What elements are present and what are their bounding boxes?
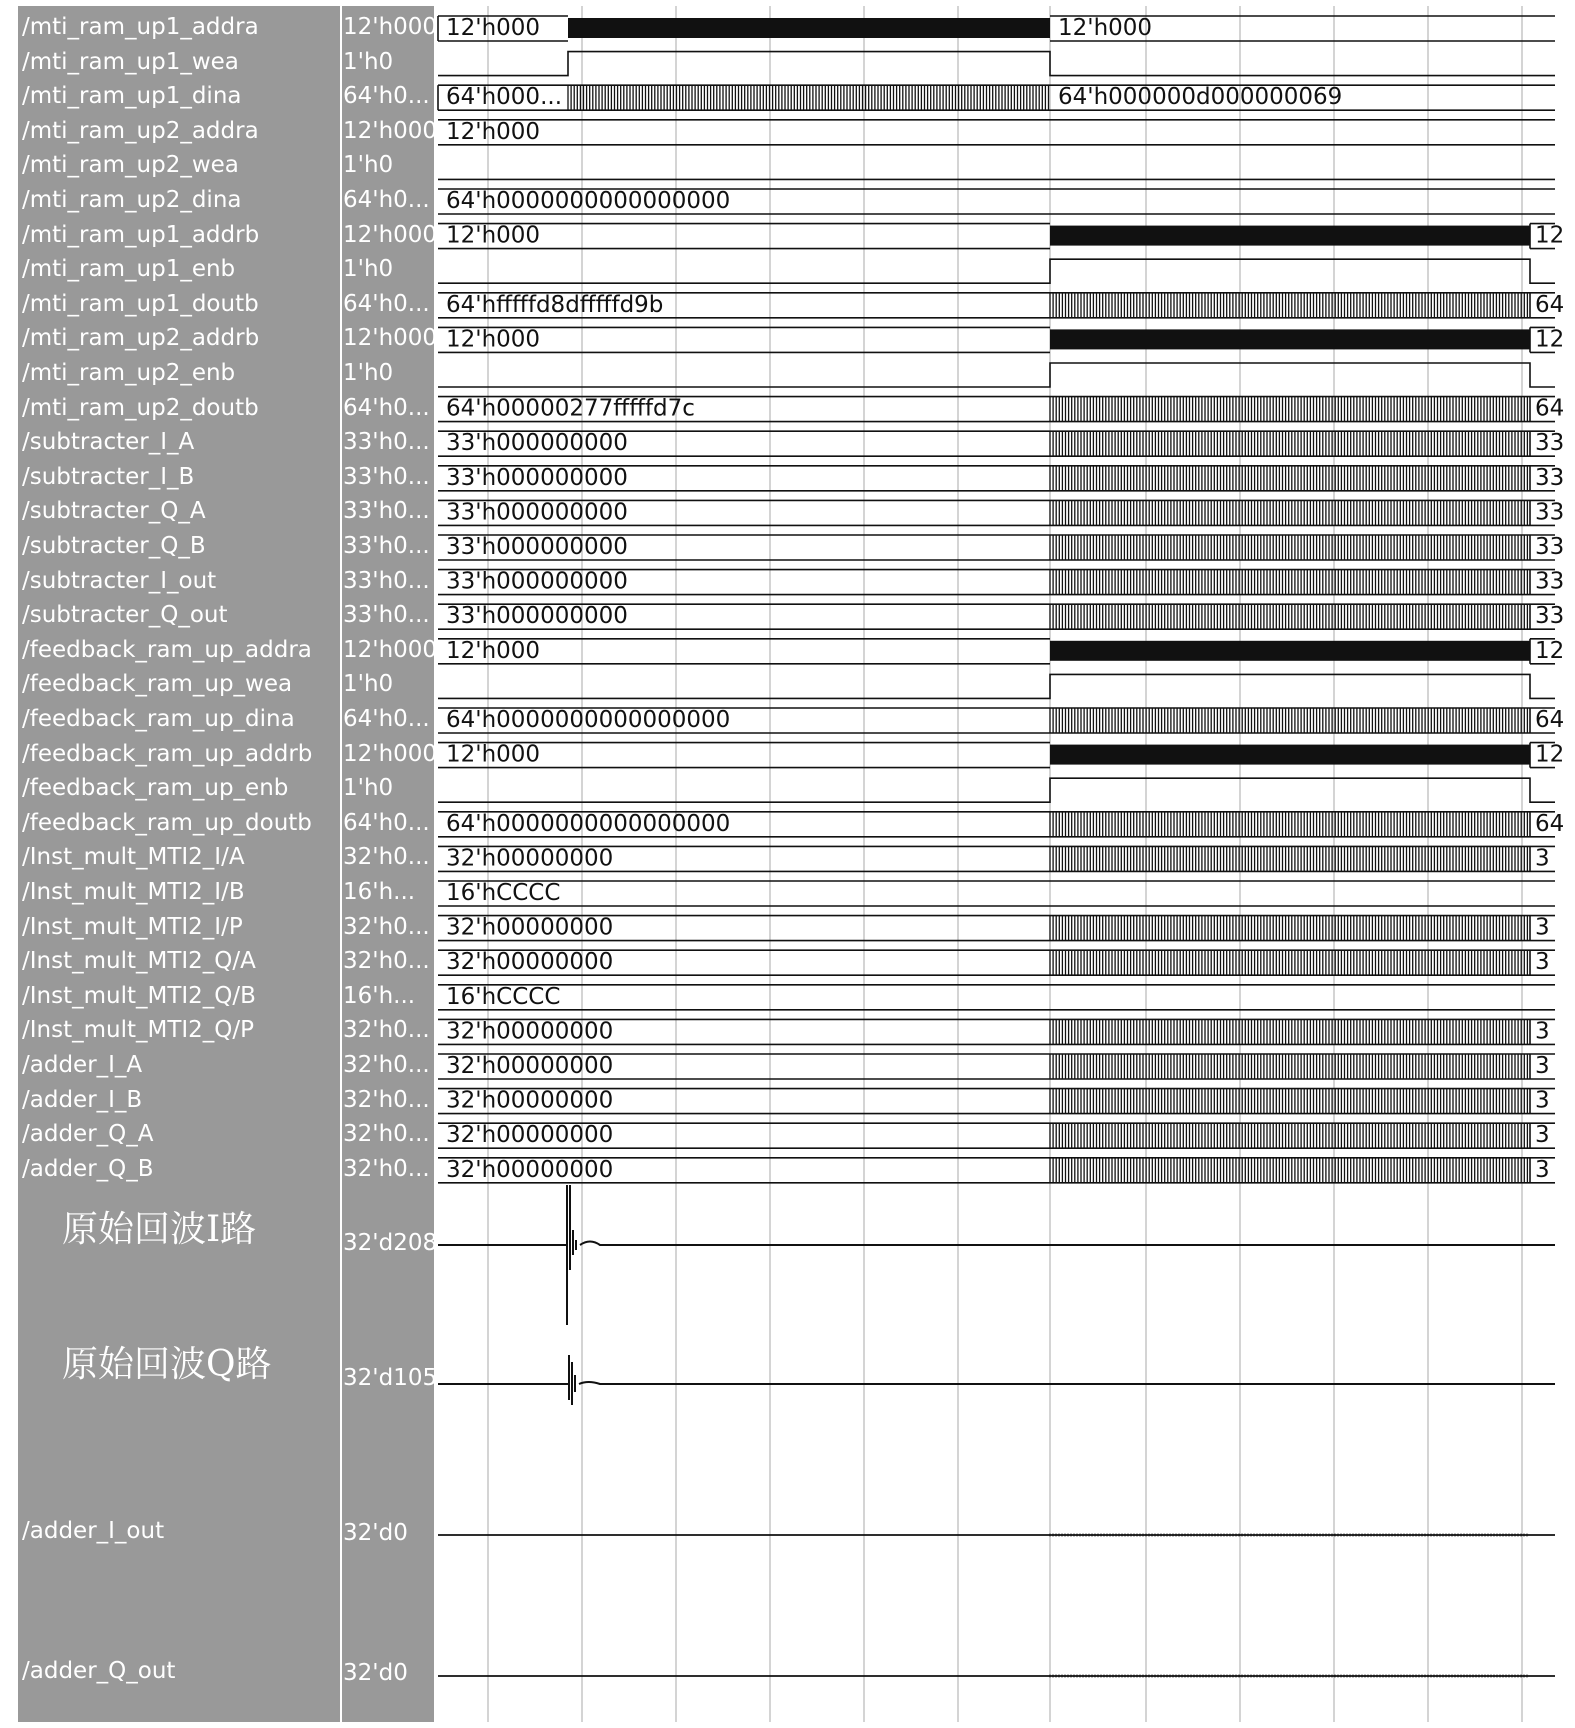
- signal-name[interactable]: /Inst_mult_MTI2_Q/B: [22, 982, 256, 1009]
- wave-row[interactable]: [438, 534, 1564, 560]
- bus-value: 12: [1535, 741, 1565, 768]
- signal-name[interactable]: /Inst_mult_MTI2_I/P: [22, 913, 243, 940]
- wave-row[interactable]: [438, 52, 1555, 76]
- signal-value: 32'd0: [343, 1660, 408, 1686]
- bus-value: 32'h00000000: [446, 1087, 614, 1114]
- signal-name[interactable]: /adder_Q_A: [22, 1121, 154, 1148]
- bus-value: 12'h000: [1058, 15, 1153, 41]
- signal-value: 32'h0...: [343, 1086, 430, 1113]
- signal-value: 1'h0: [343, 256, 394, 283]
- signal-name[interactable]: /Inst_mult_MTI2_Q/P: [22, 1017, 255, 1044]
- bus-value: 33'h000000000: [446, 568, 628, 595]
- wave-row[interactable]: [438, 707, 1564, 733]
- bus-value: 3: [1535, 1053, 1550, 1079]
- bus-value: 64'h000000d000000069: [1058, 84, 1343, 111]
- wave-row[interactable]: [438, 396, 1564, 422]
- bus-value: 64'h0000000000000000: [446, 707, 731, 733]
- bus-value: 3: [1535, 845, 1550, 872]
- signal-value: 1'h0: [343, 360, 394, 386]
- bus-value: 33: [1535, 464, 1565, 491]
- bus-value: 64: [1535, 707, 1565, 733]
- signal-name[interactable]: /feedback_ram_up_dina: [22, 706, 295, 732]
- signal-name[interactable]: /mti_ram_up1_wea: [22, 48, 239, 75]
- signal-value: 33'h0...: [343, 429, 430, 456]
- signal-name[interactable]: /subtracter_Q_B: [22, 533, 206, 559]
- signal-name[interactable]: /subtracter_Q_out: [22, 602, 228, 629]
- signal-name[interactable]: /feedback_ram_up_wea: [22, 671, 293, 698]
- wave-row[interactable]: [438, 569, 1564, 595]
- bus-value: 32'h00000000: [446, 1122, 614, 1149]
- wave-row[interactable]: [438, 430, 1564, 456]
- signal-name[interactable]: /adder_Q_out: [22, 1658, 176, 1684]
- signal-value: 64'h0...: [343, 706, 430, 732]
- signal-value: 32'd0: [343, 1520, 408, 1546]
- signal-value: 33'h0...: [343, 463, 430, 490]
- bus-value: 12'h000: [446, 15, 541, 41]
- signal-name[interactable]: /feedback_ram_up_enb: [22, 775, 289, 802]
- signal-name[interactable]: /feedback_ram_up_addrb: [22, 740, 313, 767]
- signal-name[interactable]: /mti_ram_up1_doutb: [22, 290, 259, 317]
- bus-value: 33'h000000000: [446, 464, 628, 491]
- bus-value: 12'h000: [446, 326, 541, 353]
- signal-name[interactable]: /mti_ram_up1_addrb: [22, 221, 260, 248]
- bus-value: 32'h00000000: [446, 914, 614, 941]
- signal-name[interactable]: /adder_I_out: [22, 1518, 165, 1544]
- bus-value: 33: [1535, 430, 1565, 457]
- bus-value: 33'h000000000: [446, 430, 628, 457]
- bus-value: 3: [1535, 914, 1550, 941]
- bus-value: 12'h000: [446, 222, 541, 249]
- bus-value: 64'h0000000000000000: [446, 188, 731, 214]
- signal-value: 64'h0...: [343, 809, 430, 836]
- wave-row[interactable]: [438, 363, 1555, 387]
- signal-value: 12'h000: [343, 740, 438, 767]
- wave-row[interactable]: [438, 949, 1555, 975]
- signal-name[interactable]: /feedback_ram_up_addra: [22, 636, 312, 663]
- wave-row[interactable]: [438, 1088, 1555, 1114]
- bus-value: 33'h000000000: [446, 603, 628, 630]
- signal-value: 32'h0...: [343, 844, 430, 871]
- analog-label[interactable]: 原始回波Q路: [62, 1344, 272, 1385]
- signal-value: 12'h000: [343, 325, 438, 352]
- signal-value: 33'h0...: [343, 567, 430, 594]
- bus-value: 12'h000: [446, 118, 541, 145]
- signal-value: 32'd208: [343, 1230, 438, 1256]
- wave-row[interactable]: [438, 465, 1564, 491]
- wave-row[interactable]: [438, 188, 1555, 214]
- wave-row[interactable]: [438, 15, 1555, 41]
- bus-value: 33: [1535, 568, 1565, 595]
- signal-value: 12'h000: [343, 636, 438, 663]
- signal-name[interactable]: /mti_ram_up2_addrb: [22, 325, 260, 352]
- signal-value: 32'h0...: [343, 948, 430, 975]
- signal-value: 12'h000: [343, 117, 438, 144]
- bus-value: 3: [1535, 1087, 1550, 1114]
- bus-value: 12: [1535, 326, 1565, 353]
- wave-row[interactable]: [438, 778, 1555, 802]
- analog-wave[interactable]: [438, 1534, 1555, 1537]
- wave-row[interactable]: [438, 811, 1564, 837]
- bus-value: 12'h000: [446, 741, 541, 768]
- signal-value: 64'h0...: [343, 83, 430, 110]
- wave-row[interactable]: [438, 326, 1564, 352]
- signal-name[interactable]: /subtracter_Q_A: [22, 498, 206, 525]
- signal-name[interactable]: /adder_Q_B: [22, 1155, 154, 1182]
- wave-row[interactable]: [438, 259, 1555, 283]
- signal-name[interactable]: /mti_ram_up2_wea: [22, 152, 239, 179]
- bus-value: 33: [1535, 499, 1565, 526]
- bus-value: 3: [1535, 1018, 1550, 1045]
- wave-row[interactable]: [438, 223, 1564, 249]
- signal-value: 1'h0: [343, 671, 394, 698]
- wave-row[interactable]: [438, 880, 1555, 906]
- signal-name[interactable]: /subtracter_I_out: [22, 567, 217, 594]
- signal-value: 33'h0...: [343, 498, 430, 525]
- bus-value: 64: [1535, 291, 1565, 318]
- signal-value: 1'h0: [343, 775, 394, 802]
- signal-value: 64'h0...: [343, 187, 430, 213]
- bus-value: 32'h00000000: [446, 1156, 614, 1183]
- bus-value: 3: [1535, 949, 1550, 976]
- bus-value: 32'h00000000: [446, 949, 614, 976]
- bus-value: 64'hfffffd8dfffffd9b: [446, 291, 664, 318]
- bus-value: 33'h000000000: [446, 499, 628, 526]
- wave-row[interactable]: [438, 845, 1555, 871]
- signal-name[interactable]: /mti_ram_up2_doutb: [22, 394, 259, 421]
- bus-value: 64: [1535, 395, 1565, 422]
- signal-name[interactable]: /mti_ram_up2_addra: [22, 117, 259, 144]
- signal-name[interactable]: /subtracter_I_B: [22, 463, 195, 490]
- signal-name[interactable]: /mti_ram_up2_enb: [22, 360, 236, 386]
- bus-value: 33: [1535, 603, 1565, 630]
- bus-value: 12'h000: [446, 637, 541, 664]
- signal-name[interactable]: /Inst_mult_MTI2_Q/A: [22, 948, 256, 975]
- signal-value: 16'h...: [343, 982, 416, 1009]
- signal-value: 33'h0...: [343, 602, 430, 629]
- signal-value: 1'h0: [343, 48, 394, 75]
- wave-row[interactable]: [438, 638, 1564, 664]
- signal-value: 64'h0...: [343, 394, 430, 421]
- bus-value: 33'h000000000: [446, 534, 628, 560]
- signal-name[interactable]: /adder_I_B: [22, 1086, 143, 1113]
- wave-row[interactable]: [438, 984, 1555, 1010]
- signal-name[interactable]: /Inst_mult_MTI2_I/A: [22, 844, 245, 871]
- signal-value: 32'h0...: [343, 1017, 430, 1044]
- bus-value: 64'h000...: [446, 84, 562, 111]
- analog-wave[interactable]: [438, 1185, 1555, 1325]
- signal-value: 1'h0: [343, 152, 394, 179]
- signal-value: 16'h...: [343, 879, 416, 905]
- bus-value: 12: [1535, 222, 1565, 249]
- wave-row[interactable]: [438, 119, 1555, 145]
- signal-name[interactable]: /mti_ram_up1_enb: [22, 256, 236, 283]
- bus-value: 32'h00000000: [446, 1018, 614, 1045]
- signal-value: 12'h000: [343, 14, 438, 40]
- bus-value: 12: [1535, 637, 1565, 664]
- wave-row[interactable]: [438, 1122, 1555, 1148]
- bus-value: 32'h00000000: [446, 1053, 614, 1079]
- wave-row[interactable]: [438, 603, 1564, 629]
- bus-value: 32'h00000000: [446, 845, 614, 872]
- signal-value: 64'h0...: [343, 290, 430, 317]
- bus-value: 16'hCCCC: [446, 880, 561, 906]
- signal-value: 33'h0...: [343, 533, 430, 559]
- analog-label[interactable]: 原始回波I路: [62, 1209, 257, 1250]
- signal-value: 32'h0...: [343, 1155, 430, 1182]
- signal-name[interactable]: /mti_ram_up2_dina: [22, 187, 242, 213]
- wave-row[interactable]: [438, 674, 1555, 698]
- wave-row[interactable]: [438, 742, 1564, 768]
- signal-value: 12'h000: [343, 221, 438, 248]
- wave-row[interactable]: [438, 915, 1555, 941]
- signal-value: 32'h0...: [343, 1121, 430, 1148]
- signal-value: 32'h0...: [343, 1052, 430, 1078]
- bus-value: 3: [1535, 1156, 1550, 1183]
- signal-name[interactable]: /subtracter_I_A: [22, 429, 195, 456]
- bus-value: 64: [1535, 810, 1565, 837]
- signal-value: 32'h0...: [343, 913, 430, 940]
- analog-wave[interactable]: [438, 1675, 1555, 1678]
- bus-value: 16'hCCCC: [446, 983, 561, 1010]
- signal-value: 32'd105: [343, 1365, 438, 1391]
- bus-value: 33: [1535, 534, 1565, 560]
- wave-row[interactable]: [438, 1157, 1555, 1183]
- wave-row[interactable]: [438, 499, 1564, 525]
- wave-row[interactable]: [438, 1053, 1555, 1079]
- time-grid: [488, 6, 1522, 1722]
- signal-name[interactable]: /mti_ram_up1_dina: [22, 83, 242, 110]
- wave-row[interactable]: [438, 1018, 1555, 1044]
- signal-name[interactable]: /Inst_mult_MTI2_I/B: [22, 879, 245, 905]
- bus-value: 64'h00000277fffffd7c: [446, 395, 695, 422]
- signal-name[interactable]: /feedback_ram_up_doutb: [22, 809, 312, 836]
- wave-row[interactable]: [438, 84, 1555, 110]
- analog-wave[interactable]: [438, 1355, 1555, 1405]
- wave-row[interactable]: [438, 292, 1564, 318]
- bus-value: 3: [1535, 1122, 1550, 1149]
- signal-name[interactable]: /adder_I_A: [22, 1052, 143, 1078]
- bus-value: 64'h0000000000000000: [446, 810, 731, 837]
- signal-name[interactable]: /mti_ram_up1_addra: [22, 14, 259, 40]
